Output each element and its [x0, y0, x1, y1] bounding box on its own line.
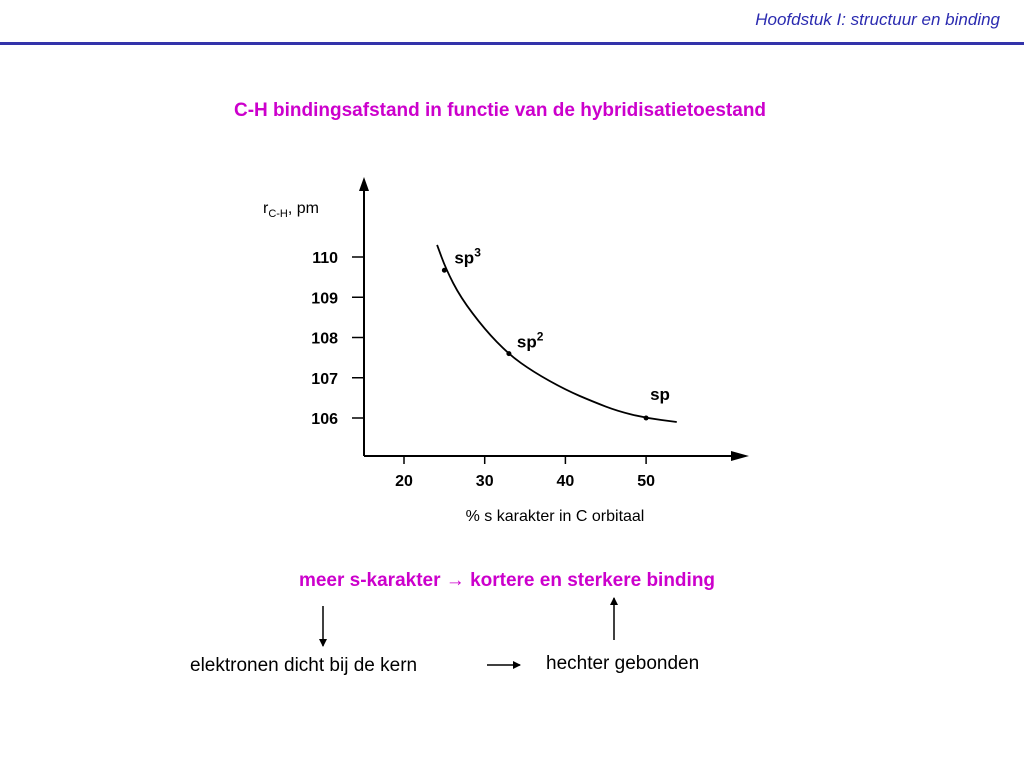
- y-tick-label: 108: [311, 330, 338, 348]
- y-axis-label-main: r: [263, 200, 269, 217]
- y-tick-label: 109: [311, 290, 338, 308]
- summary-left-text: meer s-karakter: [298, 570, 441, 591]
- bottom-left-text: elektronen dicht bij de kern: [190, 655, 418, 676]
- x-tick-label: 30: [475, 473, 494, 490]
- summary-arrow: →: [445, 570, 465, 591]
- x-tick-label: 40: [556, 473, 575, 490]
- hybridisation-label: $sp^2$: [516, 329, 544, 352]
- y-axis-label-unit: , pm: [287, 200, 320, 217]
- y-tick-label: 110: [312, 250, 338, 267]
- y-axis-label-sub: C-H: [268, 208, 288, 220]
- hybridisation-label: $sp^3$: [454, 245, 481, 268]
- y-tick-label: 107: [311, 370, 338, 388]
- hybridisation-label: sp: [650, 385, 670, 404]
- bottom-right-text: hechter gebonden: [546, 653, 700, 674]
- y-tick-label: 106: [311, 411, 338, 428]
- header-title: Hoofdstuk I: structuur en binding: [755, 10, 1000, 29]
- x-axis-label: % s karakter in C orbitaal: [465, 508, 645, 525]
- x-tick-label: 50: [637, 473, 655, 490]
- x-tick-label: 20: [395, 473, 413, 490]
- summary-right-text: kortere en sterkere binding: [470, 570, 716, 591]
- slide-title: C-H bindingsafstand in functie van de hybridisatietoestand: [233, 100, 767, 121]
